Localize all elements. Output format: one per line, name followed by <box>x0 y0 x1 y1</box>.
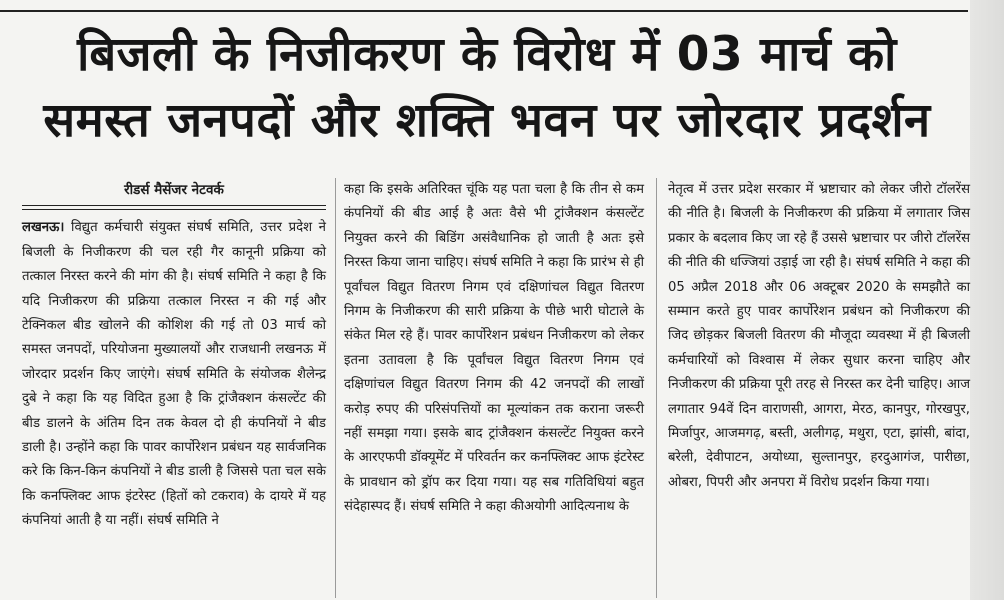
top-rule <box>0 10 968 12</box>
byline: रीडर्स मैसेंजर नेटवर्क <box>124 182 224 198</box>
headline-line-1: बिजली के निजीकरण के विरोध में 03 मार्च को <box>77 27 897 82</box>
page-edge-strip <box>970 0 1004 600</box>
headline-line-2: समस्त जनपदों और शक्ति भवन पर जोरदार प्रदर्शन <box>43 93 931 148</box>
column-2-body: कहा कि इसके अतिरिक्त चूंकि यह पता चला है कि तीन से कम कंपनियों की बीड आई है अतः वैसे भी ट्रांजैक्शन कंसल्टेंट नियुक्त करने की बिडिंग असंवैधानिक हो जाती है अतः इसे निरस्त किया जाना चाहिए। संघर्ष समिति ने कहा कि प्रारंभ से ही पूर्वांचल विद्युत वितरण निगम एवं दक्षिणांचल विद्युत वितरण निगम के निजीकरण की सारी प्रक्रिया के पीछे भारी घोटाले के संकेत मिल रहे हैं। पावर कार्पोरेशन प्रबंधन निजीकरण को लेकर इतना उतावला है कि पूर्वांचल विद्युत वितरण निगम एवं दक्षिणांचल विद्युत वितरण निगम की 42 जनपदों की लाखों करोड़ रुपए की परिसंपत्तियों का मूल्यांकन तक कराना जरूरी नहीं समझा गया। इसके बाद ट्रांजैक्शन कंसल्टेंट नियुक्त करने के आरएफपी डॉक्यूमेंट में परिवर्तन कर कनफ्लिक्ट आफ इंटरेस्ट के प्रावधान को ड्रॉप कर दिया गया। यह सब गतिविधियां बहुत संदेहास्पद हैं। संघर्ष समिति ने कहा कीअयोगी आदित्यनाथ के <box>344 182 644 515</box>
column-1-text <box>22 216 326 533</box>
column-divider-2 <box>656 178 657 598</box>
column-divider-1 <box>335 178 336 598</box>
byline-rule <box>22 205 326 210</box>
dateline: लखनऊ। <box>22 220 65 236</box>
article-column-2 <box>344 178 644 520</box>
column-3-body: नेतृत्व में उत्तर प्रदेश सरकार में भ्रष्टाचार को लेकर जीरो टॉलरेंस की नीति है। बिजली के निजीकरण की प्रक्रिया में लगातार जिस प्रकार के बदलाव किए जा रहे हैं उससे भ्रष्टाचार पर जीरो टॉलरेंस की नीति की धज्जियां उड़ाई जा रही है। संघर्ष समिति ने कहा की 05 अप्रैल 2018 और 06 अक्टूबर 2020 के समझौते का सम्मान करते हुए पावर कार्पोरेशन प्रबंधन को निजीकरण की जिद छोड़कर बिजली वितरण की मौजूदा व्यवस्था में ही बिजली कर्मचारियों को विश्वास में लेकर सुधार करना चाहिए और निजीकरण की प्रक्रिया पूरी तरह से निरस्त कर देनी चाहिए। आज लगातार 94वें दिन वाराणसी, आगरा, मेरठ, कानपुर, गोरखपुर, मिर्जापुर, आजमगढ़, बस्ती, अलीगढ़, मथुरा, एटा, झांसी, बांदा, बरेली, देवीपाटन, अयोध्या, सुल्तानपुर, हरदुआगंज, पारीछा, ओबरा, पिपरी और अनपरा में विरोध प्रदर्शन किया गया। <box>668 182 970 490</box>
article-headline <box>8 22 966 154</box>
article-column-1 <box>22 178 326 534</box>
column-1-body: विद्युत कर्मचारी संयुक्त संघर्ष समिति, उत्तर प्रदेश ने बिजली के निजीकरण की चल रही गैर कानूनी प्रक्रिया को तत्काल निरस्त करने की मांग की है। संघर्ष समिति ने कहा है कि यदि निजीकरण की प्रक्रिया तत्काल निरस्त न की गई और टेक्निकल बीड खोलने की कोशिश की गई तो 03 मार्च को समस्त जनपदों, परियोजना मुख्यालयों और राजधानी लखनऊ में जोरदार प्रदर्शन किए जाएंगे। संघर्ष समिति के संयोजक शैलेन्द्र दुबे ने कहा कि यह विदित हुआ है कि ट्रांजैक्शन कंसल्टेंट की बीड डालने के अंतिम दिन तक केवल दो ही कंपनियों ने बीड डाली है। उन्होंने कहा कि पावर कार्पोरेशन प्रबंधन यह सार्वजनिक करे कि किन-किन कंपनियों ने बीड डाली है जिससे पता चल सके कि कनफ्लिक्ट आफ इंटरेस्ट (हितों को टकराव) के दायरे में यह कंपनियां आती है या नहीं। संघर्ष समिति ने <box>22 220 326 529</box>
article-column-3 <box>668 178 970 495</box>
